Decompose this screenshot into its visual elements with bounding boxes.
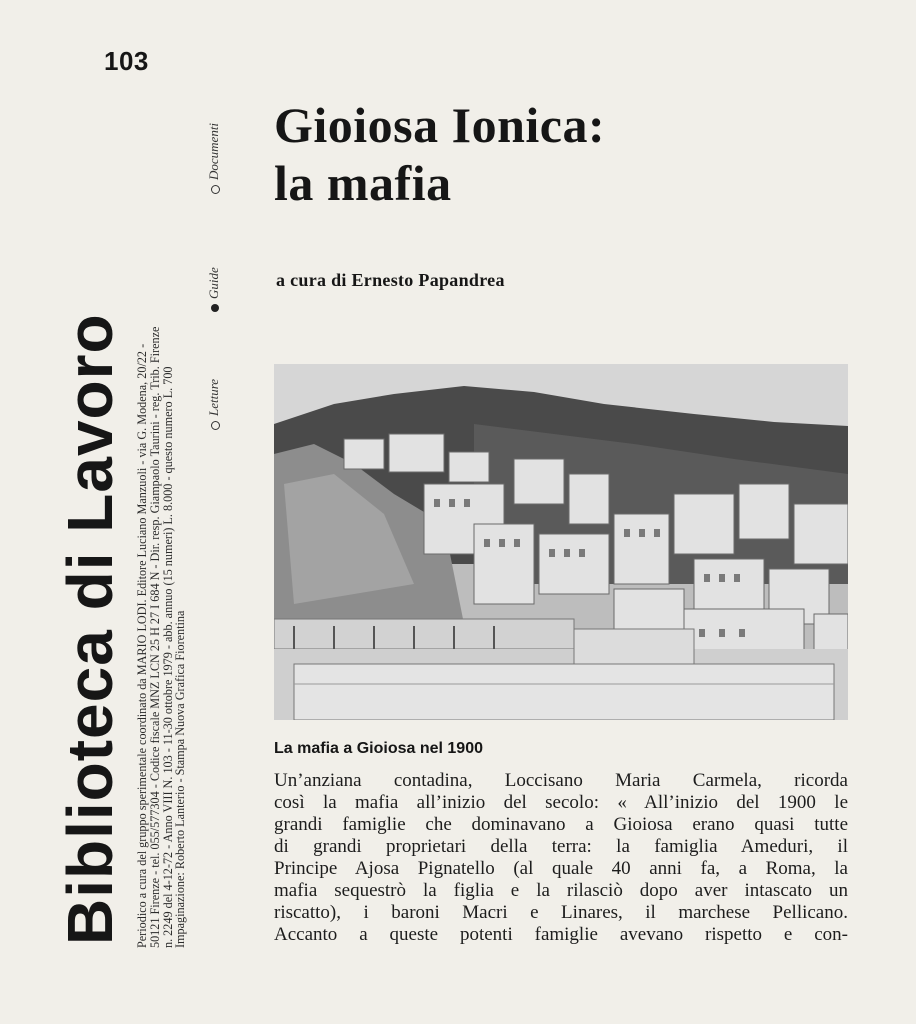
- body-line: così la mafia all’inizio del secolo: « All’inizio del 1900 le: [274, 792, 848, 813]
- town-photo: [274, 364, 848, 720]
- imprint-line: n. 2249 del 4-12-72 - Anno VIII N. 103 - 11-30 ottobre 1979 - abb. annuo (15 numeri) L. 8.000 - questo numero L. 700: [160, 366, 175, 948]
- body-line: riscatto), i baroni Macri e Linares, il marchese Pellicano.: [274, 902, 848, 923]
- body-line: di grandi proprietari della terra: la famiglia Ameduri, il: [274, 836, 848, 857]
- section-guide: [206, 267, 222, 312]
- article-title: [274, 96, 605, 212]
- title-line: Gioiosa Ionica:: [274, 97, 606, 153]
- section-letture: [206, 379, 222, 430]
- section-documenti: [206, 123, 222, 194]
- body-line: Accanto a queste potenti famiglie avevano rispetto e con-: [274, 924, 848, 945]
- body-line: grandi famiglie che dominavano a Gioiosa erano quasi tutte: [274, 814, 848, 835]
- imprint-block: [136, 327, 187, 948]
- imprint-line: Impaginazione: Roberto Lanterio - Stampa Nuova Grafica Fiorentina: [173, 610, 188, 948]
- section-label: Documenti: [206, 122, 221, 180]
- town-photo-illustration: [274, 364, 848, 720]
- open-circle-icon: [211, 185, 220, 194]
- filled-circle-icon: [211, 304, 219, 312]
- body-line: mafia sequestrò la figlia e la rilasciò dopo aver intascato un: [274, 880, 848, 901]
- section-label: Letture: [206, 378, 221, 416]
- imprint-line: Periodico a cura del gruppo sperimentale coordinato da MARIO LODI. Editore Luciano Manzuoli - via G. Modena, 20/22 -: [135, 343, 149, 948]
- masthead-title: Biblioteca di Lavoro: [54, 313, 126, 945]
- section-label: Guide: [206, 267, 221, 299]
- body-line: Principe Ajosa Pignatello (al quale 40 anni fa, a Roma, la: [274, 858, 848, 879]
- imprint-line: 50121 Firenze - tel. 055/577304 - Codice fiscale MNZ LCN 25 H 27 I 684 N - Dir. resp. Giampaolo Taurini - reg. Trib. Firenze: [147, 326, 162, 948]
- body-line: Un’anziana contadina, Loccisano Maria Carmela, ricorda: [274, 770, 848, 791]
- title-line: la mafia: [274, 155, 452, 211]
- issue-number: 103: [104, 46, 149, 76]
- open-circle-icon: [211, 421, 220, 430]
- article-body: [274, 770, 848, 946]
- byline: a cura di Ernesto Papandrea: [276, 270, 505, 290]
- section-subhead: La mafia a Gioiosa nel 1900: [274, 740, 483, 757]
